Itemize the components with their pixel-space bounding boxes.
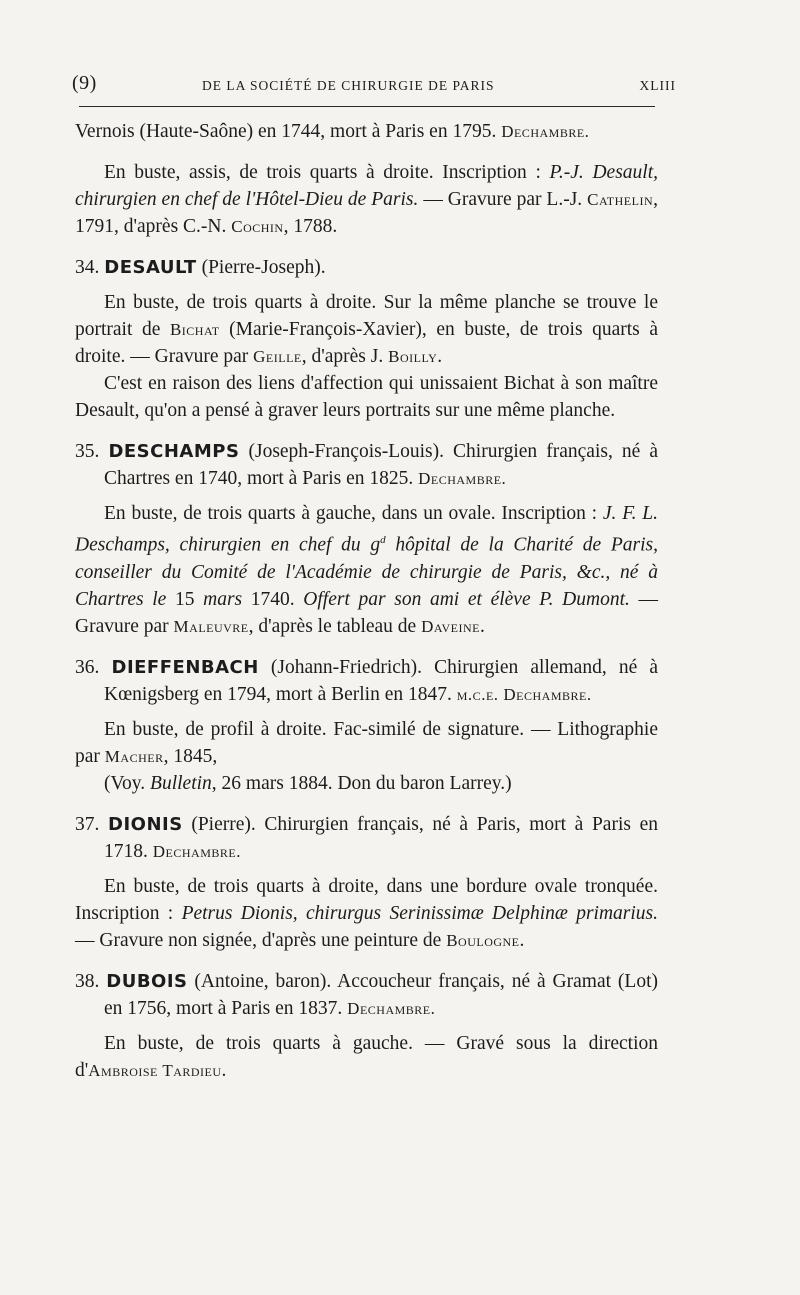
- entry-name: DESCHAMPS: [108, 441, 240, 462]
- catalogue-text: [75, 118, 658, 1084]
- entry-34-heading: 34. DESAULT (Pierre-Joseph).: [75, 257, 326, 278]
- roman-page-number: XLIII: [639, 78, 676, 93]
- running-title: DE LA SOCIÉTÉ DE CHIRURGIE DE PARIS: [202, 78, 495, 93]
- entry-36-reference: (Voy. Bulletin, 26 mars 1884. Don du baron Larrey.): [104, 772, 512, 794]
- entry-35-description: En buste, de trois quarts à gauche, dans un ovale. Inscription : J. F. L. Deschamps, chirurgien en chef du $g^d$ hôpital de la Charité de Paris, conseiller du Comité de l'Académie de chirurgie de Paris, &c., né à Chartres le 15 mars 1740. Offert par son ami et élève P. Dumont. — Gravure par Maleuvre, d'après le tableau de Daveine.: [75, 503, 659, 637]
- continuation-description: En buste, assis, de trois quarts à droite. Inscription : P.-J. Desault, chirurgien en chef de l'Hôtel-Dieu de Paris. — Gravure par L.-J. Cathelin, 1791, d'après C.-N. Cochin, 1788.: [75, 162, 658, 237]
- running-header: [72, 70, 684, 100]
- entry-34-description: En buste, de trois quarts à droite. Sur la même planche se trouve le portrait de Bichat (Marie-François-Xavier), en buste, de trois quarts à droite. — Gravure par Geille, d'après J. Boilly.: [75, 292, 658, 367]
- entry-36-description: En buste, de profil à droite. Fac-similé de signature. — Lithographie par Macher, 1845,: [75, 718, 658, 767]
- entry-38-heading: 38. DUBOIS (Antoine, baron). Accoucheur français, né à Gramat (Lot) en 1756, mort à Paris en 1837. Dechambre.: [75, 970, 659, 1019]
- entry-name: DIONIS: [108, 813, 183, 835]
- entry-34-note: C'est en raison des liens d'affection qui unissaient Bichat à son maître Desault, qu'on a pensé à graver leurs portraits sur une même planche.: [75, 373, 658, 421]
- page-number: (9): [72, 72, 97, 94]
- header-rule: [79, 106, 655, 107]
- entry-name: DESAULT: [104, 257, 197, 278]
- entry-37-description: En buste, de trois quarts à droite, dans une bordure ovale tronquée. Inscription : Petrus Dionis, chirurgus Serinissimæ Delphinæ primarius. — Gravure non signée, d'après une peinture de Boulogne.: [75, 875, 659, 951]
- entry-name: DUBOIS: [106, 970, 188, 992]
- entry-36-heading: 36. DIEFFENBACH (Johann-Friedrich). Chirurgien allemand, né à Kœnigsberg en 1794, mort à Berlin en 1847. m.c.e. Dechambre.: [75, 656, 658, 705]
- entry-37-heading: 37. DIONIS (Pierre). Chirurgien français, né à Paris, mort à Paris en 1718. Dechambre.: [75, 813, 658, 862]
- entry-35-heading: 35. DESCHAMPS (Joseph-François-Louis). Chirurgien français, né à Chartres en 1740, mort à Paris en 1825. Dechambre.: [75, 441, 659, 489]
- entry-name: DIEFFENBACH: [111, 656, 259, 678]
- entry-38-description: En buste, de trois quarts à gauche. — Gravé sous la direction d'Ambroise Tardieu.: [75, 1032, 658, 1081]
- continuation-line: Vernois (Haute-Saône) en 1744, mort à Paris en 1795. Dechambre.: [75, 121, 590, 142]
